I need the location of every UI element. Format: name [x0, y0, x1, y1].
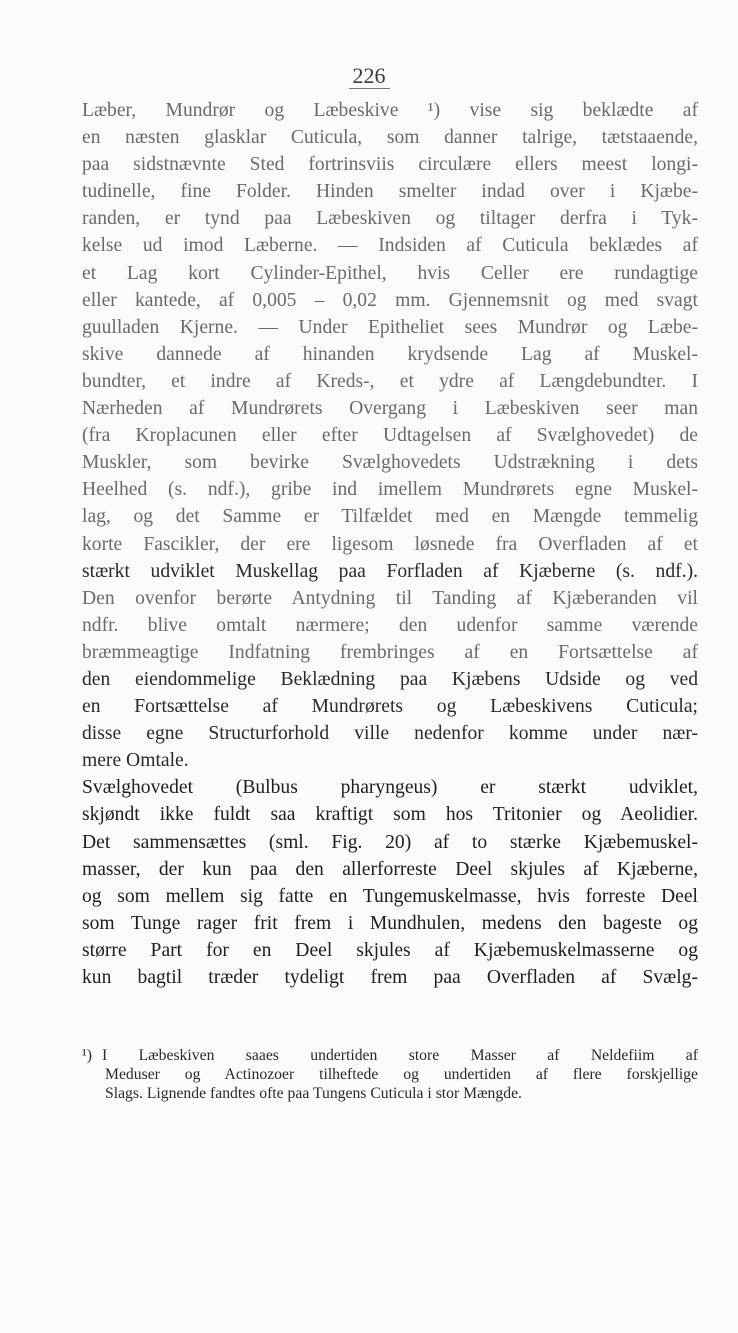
body-line: randen, er tynd paa Læbeskiven og tiltager derfra i Tyk- — [82, 208, 698, 230]
footnote-line: Slags. Lignende fandtes ofte paa Tungens Cuticula i stor Mængde. — [105, 1085, 522, 1103]
body-line: tudinelle, fine Folder. Hinden smelter indad over i Kjæbe- — [82, 181, 698, 203]
footnote-line: Meduser og Actinozoer tilheftede og undertiden af flere forskjellige — [105, 1066, 698, 1084]
body-line: og som mellem sig fatte en Tungemuskelmasse, hvis forreste Deel — [82, 885, 698, 907]
body-line: Det sammensættes (sml. Fig. 20) af to stærke Kjæbemuskel- — [82, 831, 698, 853]
body-line: Muskler, som bevirke Svælghovedets Udstrækning i dets — [82, 452, 698, 474]
body-line: paa sidstnævnte Sted fortrinsviis circulære ellers meest longi- — [82, 154, 698, 176]
body-line: Læber, Mundrør og Læbeskive ¹) vise sig beklædte af — [82, 100, 698, 121]
body-line: en Fortsættelse af Mundrørets og Læbeskivens Cuticula; — [82, 696, 698, 718]
body-line: Svælghovedet (Bulbus pharyngeus) er stærkt udviklet, — [82, 777, 698, 799]
body-line: kelse ud imod Læberne. — Indsiden af Cuticula beklædes af — [82, 235, 698, 257]
body-line: en næsten glasklar Cuticula, som danner talrige, tætstaaende, — [82, 127, 698, 149]
body-line: disse egne Structurforhold ville nedenfor komme under nær- — [82, 723, 698, 745]
body-line: Nærheden af Mundrørets Overgang i Læbeskiven seer man — [82, 398, 698, 420]
footnote-line — [82, 1046, 698, 1065]
body-line: korte Fascikler, der ere ligesom løsnede fra Overfladen af et — [82, 533, 698, 555]
body-line: lag, og det Samme er Tilfældet med en Mængde temmelig — [82, 506, 698, 528]
footnote-marker: ¹) — [82, 1047, 92, 1064]
body-line: stærkt udviklet Muskellag paa Forfladen af Kjæberne (s. ndf.). — [82, 560, 698, 582]
body-line: skjøndt ikke fuldt saa kraftigt som hos Tritonier og Aeolidier. — [82, 804, 698, 826]
body-line: mere Omtale. — [82, 750, 189, 772]
page-number-value: 226 — [349, 63, 390, 89]
body-line: Den ovenfor berørte Antydning til Tanding af Kjæberanden vil — [82, 587, 698, 609]
body-line: større Part for en Deel skjules af Kjæbemuskelmasserne og — [82, 939, 698, 961]
body-line: skive dannede af hinanden krydsende Lag af Muskel- — [82, 343, 698, 365]
body-line: eller kantede, af 0,005 – 0,02 mm. Gjennemsnit og med svagt — [82, 289, 698, 311]
body-line: masser, der kun paa den allerforreste Deel skjules af Kjæberne, — [82, 858, 698, 880]
body-line: bundter, et indre af Kreds-, et ydre af Længdebundter. I — [82, 370, 698, 392]
body-text — [82, 97, 698, 991]
footnote — [82, 1046, 698, 1104]
body-line: bræmmeagtige Indfatning frembringes af en Fortsættelse af — [82, 641, 698, 663]
body-line: Heelhed (s. ndf.), gribe ind imellem Mundrørets egne Muskel- — [82, 479, 698, 501]
body-line: kun bagtil træder tydeligt frem paa Overfladen af Svælg- — [82, 967, 698, 988]
page-number — [0, 63, 738, 89]
body-line: (fra Kroplacunen eller efter Udtagelsen af Svælghovedet) de — [82, 425, 698, 447]
body-line: ndfr. blive omtalt nærmere; den udenfor samme værende — [82, 614, 698, 636]
body-line: guulladen Kjerne. — Under Epitheliet sees Mundrør og Læbe- — [82, 316, 698, 338]
body-line: et Lag kort Cylinder-Epithel, hvis Celler ere rundagtige — [82, 262, 698, 284]
body-line: som Tunge rager frit frem i Mundhulen, medens den bageste og — [82, 912, 698, 934]
footnote-line-text: I Læbeskiven saaes undertiden store Masser af Neldefiim af — [102, 1047, 698, 1064]
body-line: den eiendommelige Beklædning paa Kjæbens Udside og ved — [82, 668, 698, 690]
